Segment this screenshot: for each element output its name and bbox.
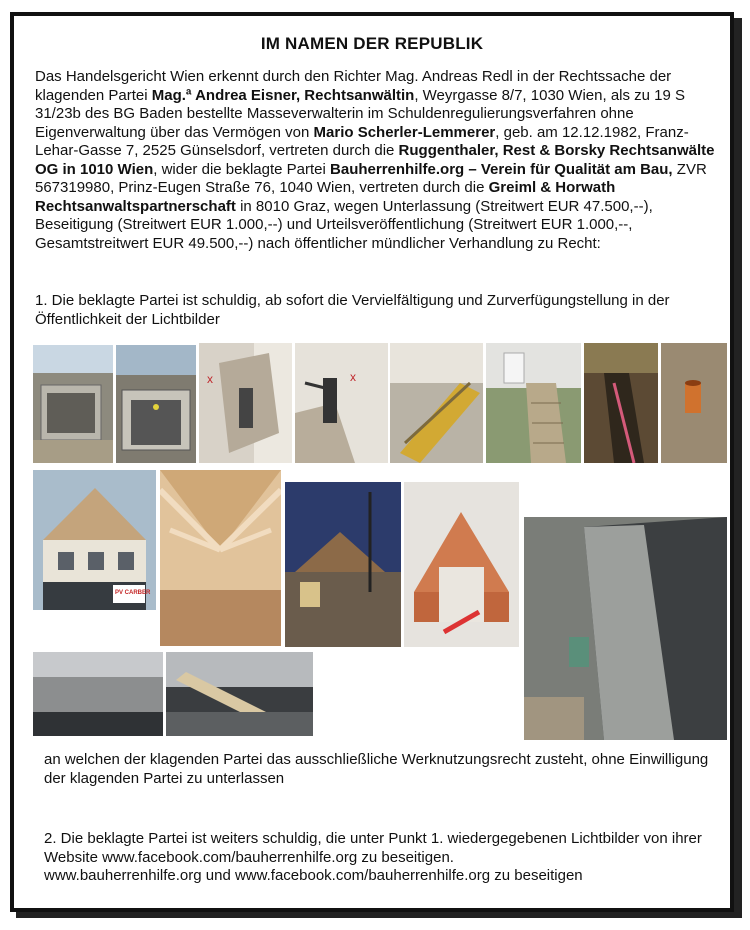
point-2-line-1: 2. Die beklagte Partei ist weiters schuldig, die unter Punkt 1. wiedergegebenen Lichtbilder von ihrer Website www.facebook.com/bauherrenhilfe.org zu beseitigen.	[44, 830, 702, 866]
intro-text-segment: in 8010 Graz, wegen Unterlassung (Streitwert EUR 47.500,--), Beseitigung (Streitwert EUR 1.000,--) und Urteilsveröffentlichung (Streitwert EUR 1.000,--, Gesamtstreitwert EUR 49.500,--) nach öffentlicher mündlicher Verhandlung zu Recht:	[35, 197, 653, 252]
photo-house-facade	[33, 470, 156, 610]
intro-bold-segment: Mario Scherler-Lemmerer	[313, 123, 496, 141]
photo-night-construction	[285, 482, 401, 647]
intro-text-segment: ZVR 567319980, Prinz-Eugen Straße 76, 1040 Wien, vertreten durch die	[35, 160, 707, 196]
photo-slab-1	[33, 652, 163, 736]
intro-text-segment: Das Handelsgericht Wien erkennt durch den Richter Mag. Andreas Redl in der Rechtssache der klagenden Partei	[35, 68, 672, 104]
point-1-text: 1. Die beklagte Partei ist schuldig, ab sofort die Vervielfältigung und Zurverfügungstellung in der Öffentlichkeit der Lichtbilder	[35, 292, 670, 328]
intro-paragraph	[35, 68, 715, 253]
point-1-continuation: an welchen der klagenden Partei das ausschließliche Werknutzungsrecht zusteht, ohne Einwilligung der klagenden Partei zu unterlassen	[44, 751, 709, 787]
photo-trench-pipes	[584, 343, 658, 463]
intro-bold-segment: Ruggenthaler, Rest & Borsky Rechtsanwälte OG in 1010 Wien	[35, 142, 715, 178]
page-shadow-bottom	[16, 912, 742, 918]
photo-wall-demolition-1	[199, 343, 292, 463]
intro-bold-segment: Mag.ª Andrea Eisner, Rechtsanwältin	[151, 86, 415, 104]
photo-drain-pipe	[661, 343, 727, 463]
point-2-line-2: www.bauherrenhilfe.org und www.facebook.com/bauherrenhilfe.org zu beseitigen	[44, 867, 583, 884]
photo-concrete-wall-edge	[524, 517, 727, 740]
intro-bold-segment: Bauherrenhilfe.org – Verein für Qualität am Bau,	[330, 160, 673, 178]
svg-text:x: x	[207, 372, 213, 386]
photo-wall-demolition-2	[295, 343, 388, 463]
photo-roof-rafters	[160, 470, 281, 646]
svg-text:x: x	[350, 370, 356, 384]
photo-basement-walls	[116, 345, 196, 463]
intro-text-segment: , geb. am 12.12.1982, Franz-Lehar-Gasse 7, 2525 Günselsdorf, vertreten durch die	[35, 123, 689, 159]
intro-bold-segment: Greiml & Horwath Rechtsanwaltspartnerschaft	[35, 179, 616, 215]
photo-brick-gable	[404, 482, 519, 647]
point-2-text	[44, 830, 714, 886]
photo-concrete-stairs	[486, 343, 581, 463]
document-title: IM NAMEN DER REPUBLIK	[260, 34, 484, 53]
intro-text-segment: , wider die beklagte Partei	[153, 160, 331, 178]
intro-text-segment: , Weyrgasse 8/7, 1030 Wien, als zu 19 S 31/23b des BG Baden bestellte Masseverwalterin im Schuldenregulierungsverfahren ohne Eigenverwaltung über das Vermögen von	[35, 86, 686, 141]
photo-formwork-stairs	[390, 343, 483, 463]
page-shadow-right	[734, 18, 742, 914]
photo-foundation-excavation	[33, 345, 113, 463]
house-sign-text: PV CARBER	[115, 590, 151, 596]
photo-slab-2	[166, 652, 313, 736]
